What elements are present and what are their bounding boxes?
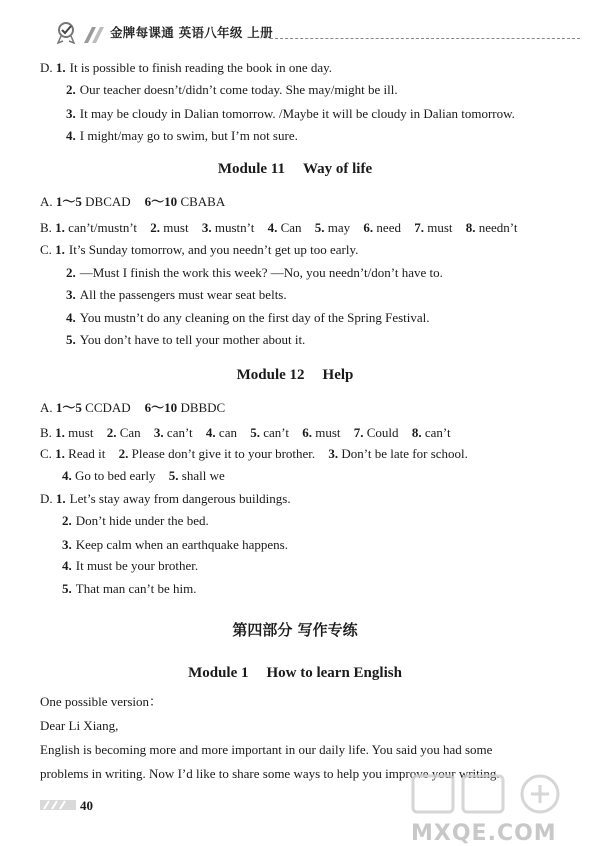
answer-line: 4. It must be your brother. <box>62 558 199 573</box>
item-number: 4. <box>66 128 76 143</box>
item-number: 1. <box>55 60 66 75</box>
header-title: 金牌每课通 英语八年级 上册 <box>110 25 273 40</box>
writing-line: One possible version： <box>40 694 163 709</box>
section-label: D. <box>40 60 56 75</box>
writing-line: problems in writing. Now I’d like to share some ways to help you improve your writing. <box>40 766 500 781</box>
writing-line: English is becoming more and more important in our daily life. You said you had some <box>40 742 493 757</box>
answer-line: 2. —Must I finish the work this week? —No, you needn’t/don’t have to. <box>66 265 443 280</box>
answer-line: 5. That man can’t be him. <box>62 581 197 596</box>
answer-text: It may be cloudy in Dalian tomorrow. /Maybe it will be cloudy in Dalian tomorrow. <box>79 106 515 121</box>
section-b-answers: B. 1. can’t/mustn’t 2. must 3. mustn’t 4. Can 5. may 6. need 7. must 8. needn’t <box>40 220 518 235</box>
header-stripe-icon <box>82 27 108 43</box>
answer-line <box>66 106 515 122</box>
answer-line: 3. All the passengers must wear seat belts. <box>66 287 287 302</box>
medal-icon <box>54 20 84 44</box>
section-b-answers: B. 1. must 2. Can 3. can’t 4. can 5. can’t 6. must 7. Could 8. can’t <box>40 425 451 440</box>
answer-text: Our teacher doesn’t/didn’t come today. She may/might be ill. <box>79 82 398 97</box>
answer-line: C. 1. It’s Sunday tomorrow, and you needn’t get up too early. <box>40 242 359 257</box>
writing-line: Dear Li Xiang, <box>40 718 119 733</box>
section-a-answers: A. 1～5 DBCAD 6～10 CBABA <box>40 194 226 209</box>
answer-line: 3. Keep calm when an earthquake happens. <box>62 537 288 552</box>
module-11-title: Module 11 Way of life <box>217 161 373 177</box>
section-c-answers: 4. Go to bed early 5. shall we <box>62 468 225 483</box>
section-c-answers: C. 1. Read it 2. Please don’t give it to your brother. 3. Don’t be late for school. <box>40 446 468 461</box>
module-12-title: Module 12 Help <box>236 367 354 383</box>
answer-line <box>66 82 398 98</box>
answer-line: 2. Don’t hide under the bed. <box>62 513 209 528</box>
answer-line: 4. You mustn’t do any cleaning on the first day of the Spring Festival. <box>66 310 430 325</box>
part-4-title: 第四部分 写作专练 <box>232 621 358 639</box>
footer-decoration-icon <box>40 798 78 812</box>
item-number: 2. <box>66 82 76 97</box>
answer-line <box>40 60 332 76</box>
svg-text:MXQE.COM: MXQE.COM <box>411 821 557 846</box>
answer-line <box>66 128 298 144</box>
header-divider <box>270 38 580 39</box>
watermark-logo-icon <box>405 770 590 846</box>
answer-line: 5. You don’t have to tell your mother about it. <box>66 332 306 347</box>
answer-text: It is possible to finish reading the book in one day. <box>69 60 333 75</box>
answer-text: I might/may go to swim, but I’m not sure. <box>79 128 298 143</box>
page-number: 40 <box>80 798 93 813</box>
item-number: 3. <box>66 106 76 121</box>
page-header <box>0 0 590 50</box>
answer-line: D. 1. Let’s stay away from dangerous buildings. <box>40 491 291 506</box>
section-a-answers: A. 1～5 CCDAD 6～10 DBBDC <box>40 400 226 415</box>
writing-module-title: Module 1 How to learn English <box>188 665 402 681</box>
